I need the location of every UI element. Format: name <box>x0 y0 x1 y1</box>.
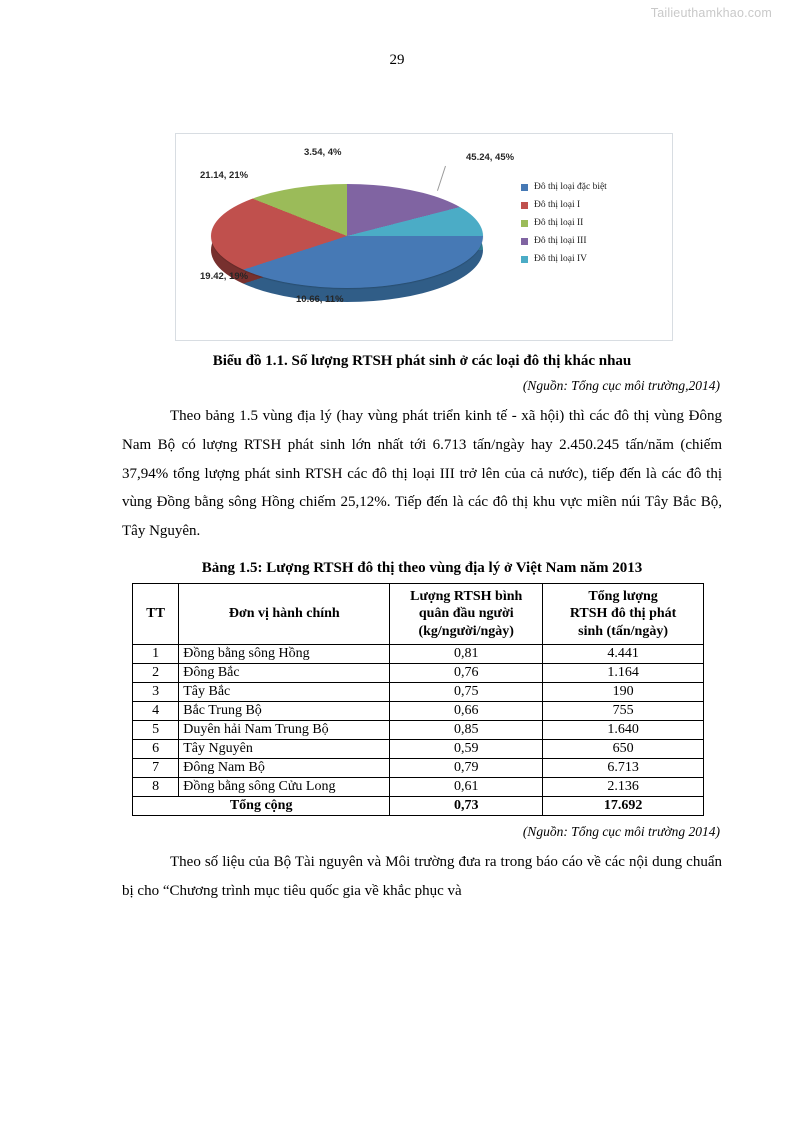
page-number: 29 <box>389 52 405 68</box>
table-row <box>133 721 704 740</box>
chart-legend <box>521 182 666 272</box>
cell-avg: 0,59 <box>390 740 543 759</box>
table-row <box>133 759 704 778</box>
pie-data-label-5: 3.54, 4% <box>304 147 342 158</box>
pie-data-label-3: 19.42, 19% <box>200 271 249 282</box>
cell-total: 190 <box>543 683 704 702</box>
cell-avg: 0,85 <box>390 721 543 740</box>
legend-swatch-icon <box>521 256 528 263</box>
legend-swatch-icon <box>521 220 528 227</box>
cell-tt: 8 <box>133 778 179 797</box>
cell-total: 2.136 <box>543 778 704 797</box>
header-line: Tổng lượng <box>588 588 658 604</box>
column-header-name: Đơn vị hành chính <box>179 583 390 645</box>
chart-plot-area <box>176 134 672 340</box>
legend-swatch-icon <box>521 184 528 191</box>
cell-name: Đông Nam Bộ <box>179 759 390 778</box>
pie-graphic <box>198 162 498 312</box>
pie-slices <box>211 184 483 288</box>
cell-avg: 0,76 <box>390 664 543 683</box>
cell-tt: 5 <box>133 721 179 740</box>
header-line: quân đầu người <box>418 606 514 622</box>
cell-avg: 0,61 <box>390 778 543 797</box>
cell-tt: 3 <box>133 683 179 702</box>
page-content <box>122 125 722 906</box>
cell-avg: 0,81 <box>390 645 543 664</box>
chart-source-note: (Nguồn: Tổng cục môi trường,2014) <box>522 378 720 393</box>
cell-total: 1.164 <box>543 664 704 683</box>
cell-total-sum: 17.692 <box>543 797 704 816</box>
legend-label: Đô thị loại I <box>534 200 581 210</box>
rtsh-by-region-table <box>132 583 704 817</box>
legend-label: Đô thị loại II <box>534 218 584 228</box>
cell-name: Tây Bắc <box>179 683 390 702</box>
cell-name: Tây Nguyên <box>179 740 390 759</box>
cell-tt: 1 <box>133 645 179 664</box>
header-line: (kg/người/ngày) <box>418 623 514 639</box>
legend-label: Đô thị loại III <box>534 236 587 246</box>
legend-item-0 <box>521 182 666 192</box>
table-header-row <box>133 583 704 645</box>
site-watermark: Tailieuthamkhao.com <box>650 6 772 20</box>
table-row <box>133 740 704 759</box>
pie-data-label-1: 45.24, 45% <box>466 152 515 163</box>
pie-data-label-4: 21.14, 21% <box>200 170 249 181</box>
paragraph-2: Theo số liệu của Bộ Tài nguyên và Môi trường đưa ra trong báo cáo về các nội dung chuẩn bị cho “Chương trình mục tiêu quốc gia về khắc phục và <box>122 854 722 900</box>
legend-label: Đô thị loại đặc biệt <box>534 182 607 192</box>
cell-total-avg: 0,73 <box>390 797 543 816</box>
table-row <box>133 778 704 797</box>
cell-total: 1.640 <box>543 721 704 740</box>
legend-label: Đô thị loại IV <box>534 254 588 264</box>
column-header-total <box>543 583 704 645</box>
cell-tt: 2 <box>133 664 179 683</box>
legend-item-3 <box>521 236 666 246</box>
column-header-tt: TT <box>133 583 179 645</box>
table-row <box>133 683 704 702</box>
legend-item-4 <box>521 254 666 264</box>
table-header <box>133 583 704 645</box>
cell-tt: 7 <box>133 759 179 778</box>
cell-name: Đồng bằng sông Hồng <box>179 645 390 664</box>
column-header-avg <box>390 583 543 645</box>
legend-swatch-icon <box>521 202 528 209</box>
cell-name: Đông Bắc <box>179 664 390 683</box>
pie-data-label-2: 10.66, 11% <box>296 294 344 305</box>
cell-total: 4.441 <box>543 645 704 664</box>
cell-name: Bắc Trung Bộ <box>179 702 390 721</box>
pie-chart-figure <box>175 133 673 341</box>
cell-avg: 0,75 <box>390 683 543 702</box>
table-body <box>133 645 704 816</box>
table-total-row <box>133 797 704 816</box>
table-row <box>133 645 704 664</box>
legend-swatch-icon <box>521 238 528 245</box>
chart-caption: Biểu đồ 1.1. Số lượng RTSH phát sinh ở các loại đô thị khác nhau <box>212 353 632 369</box>
table-row <box>133 664 704 683</box>
header-line: RTSH đô thị phát <box>569 606 677 622</box>
cell-avg: 0,66 <box>390 702 543 721</box>
legend-item-2 <box>521 218 666 228</box>
header-line: Lượng RTSH bình <box>410 588 523 604</box>
cell-name: Đồng bằng sông Cửu Long <box>179 778 390 797</box>
paragraph-1: Theo bảng 1.5 vùng địa lý (hay vùng phát triển kinh tế - xã hội) thì các đô thị vùng Đông Nam Bộ có lượng RTSH phát sinh lớn nhất tới 6.713 tấn/ngày hay 2.450.245 tấn/năm (chiếm 37,94% tổng lượng phát sinh RTSH các đô thị loại III trở lên của cả nước), tiếp đến là các đô thị vùng Đồng bằng sông Hồng chiếm 25,12%. Tiếp đến là các đô thị khu vực miền núi Tây Bắc Bộ, Tây Nguyên. <box>122 408 722 540</box>
cell-tt: 4 <box>133 702 179 721</box>
table-source-note: (Nguồn: Tổng cục môi trường 2014) <box>522 824 720 840</box>
header-line: sinh (tấn/ngày) <box>578 623 668 639</box>
table-row <box>133 702 704 721</box>
legend-item-1 <box>521 200 666 210</box>
cell-name: Duyên hải Nam Trung Bộ <box>179 721 390 740</box>
cell-total: 650 <box>543 740 704 759</box>
cell-avg: 0,79 <box>390 759 543 778</box>
cell-total: 755 <box>543 702 704 721</box>
cell-tt: 6 <box>133 740 179 759</box>
table-caption: Bảng 1.5: Lượng RTSH đô thị theo vùng địa lý ở Việt Nam năm 2013 <box>201 559 643 576</box>
cell-total: 6.713 <box>543 759 704 778</box>
cell-total-label: Tổng cộng <box>133 797 390 816</box>
